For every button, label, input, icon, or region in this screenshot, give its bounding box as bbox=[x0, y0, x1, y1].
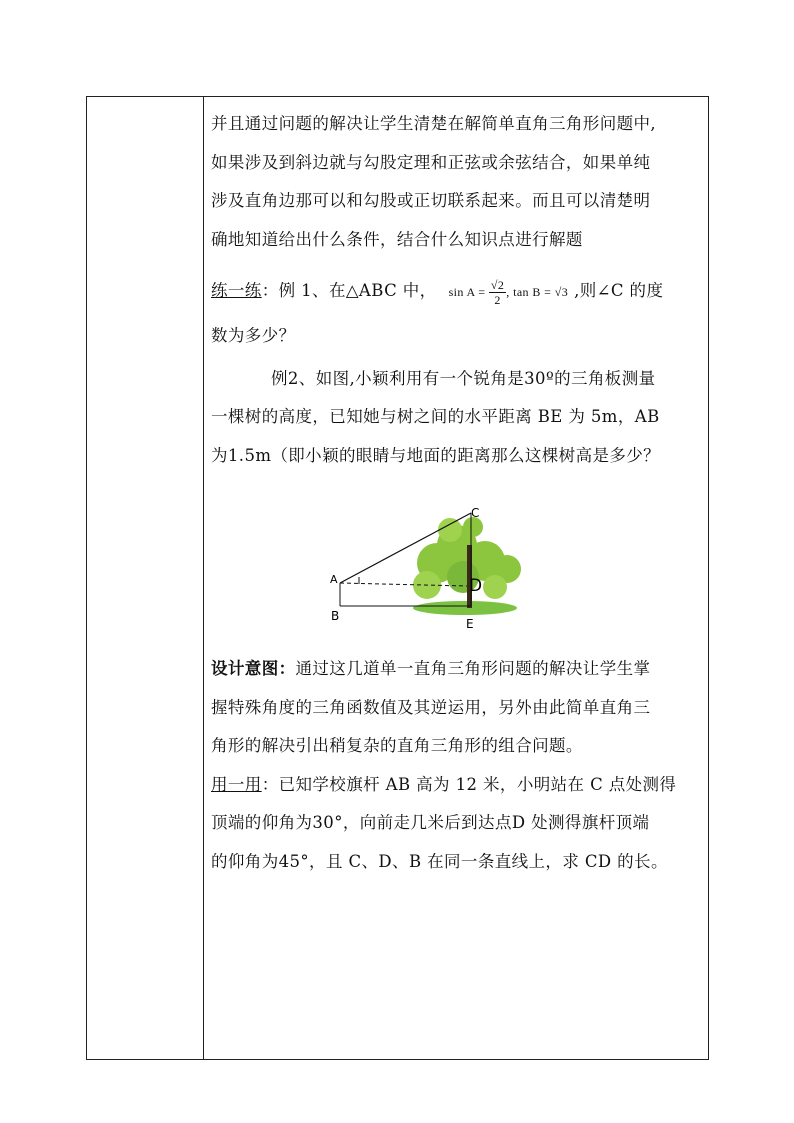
practice-line bbox=[211, 265, 704, 317]
design-label: 设计意图： bbox=[211, 659, 296, 678]
intro-line-3: 涉及直角边那可以和勾股或正切联系起来。而且可以清楚明 bbox=[211, 191, 651, 210]
practice-line-2: 数为多少？ bbox=[211, 326, 296, 345]
practice-text-before: ：例 1、在△ABC 中， bbox=[261, 281, 437, 300]
intro-line-1: 并且通过问题的解决让学生清楚在解简单直角三角形问题中, bbox=[211, 114, 657, 133]
use-text-1: ：已知学校旗杆 AB 高为 12 米，小明站在 C 点处测得 bbox=[261, 774, 677, 794]
formula-tan: , tan B = √3 bbox=[506, 284, 569, 299]
formula-numerator: √2 bbox=[490, 278, 505, 293]
design-line-1 bbox=[211, 650, 704, 689]
intro-line-2: 如果涉及到斜边就与勾股定理和正弦或余弦结合，如果单纯 bbox=[211, 152, 651, 172]
column-divider bbox=[203, 97, 204, 1059]
label-C: C bbox=[471, 506, 480, 520]
design-text-1: 通过这几道单一直角三角形问题的解决让学生掌 bbox=[295, 659, 651, 678]
example2-line-1: 例2、如图,小颖利用有一个锐角是30º的三角板测量 bbox=[271, 368, 656, 388]
formula-denominator: 2 bbox=[494, 293, 501, 308]
label-B: B bbox=[331, 609, 340, 623]
formula-sin: sin A = bbox=[448, 284, 486, 299]
content-cell bbox=[211, 105, 704, 881]
label-A: A bbox=[330, 573, 338, 586]
design-line-2: 握特殊角度的三角函数值及其逆运用，另外由此简单直角三 bbox=[211, 697, 651, 717]
label-E: E bbox=[466, 617, 474, 631]
intro-line-4: 确地知道给出什么条件，结合什么知识点进行解题 bbox=[211, 229, 583, 249]
formula bbox=[449, 266, 569, 318]
tree-measurement-figure bbox=[245, 505, 525, 640]
label-D: D bbox=[469, 576, 483, 596]
practice-text-after: ,则∠C 的度 bbox=[574, 281, 664, 300]
use-line-3: 的仰角为45°，且 C、D、B 在同一条直线上，求 CD 的长。 bbox=[211, 851, 668, 871]
use-label: 用一用 bbox=[211, 774, 262, 794]
use-line-1 bbox=[211, 766, 704, 805]
design-line-3: 角形的解决引出稍复杂的直角三角形的组合问题。 bbox=[211, 736, 583, 755]
example2-line-2: 一棵树的高度，已知她与树之间的水平距离 BE 为 5m，AB bbox=[211, 407, 660, 426]
formula-fraction bbox=[489, 278, 506, 307]
example2-line-3: 为1.5m（即小颖的眼睛与地面的距离那么这棵树高是多少？ bbox=[211, 445, 661, 465]
grass bbox=[413, 601, 517, 615]
practice-label: 练一练 bbox=[211, 281, 262, 300]
use-line-2: 顶端的仰角为30°，向前走几米后到达点D 处测得旗杆顶端 bbox=[211, 813, 650, 832]
